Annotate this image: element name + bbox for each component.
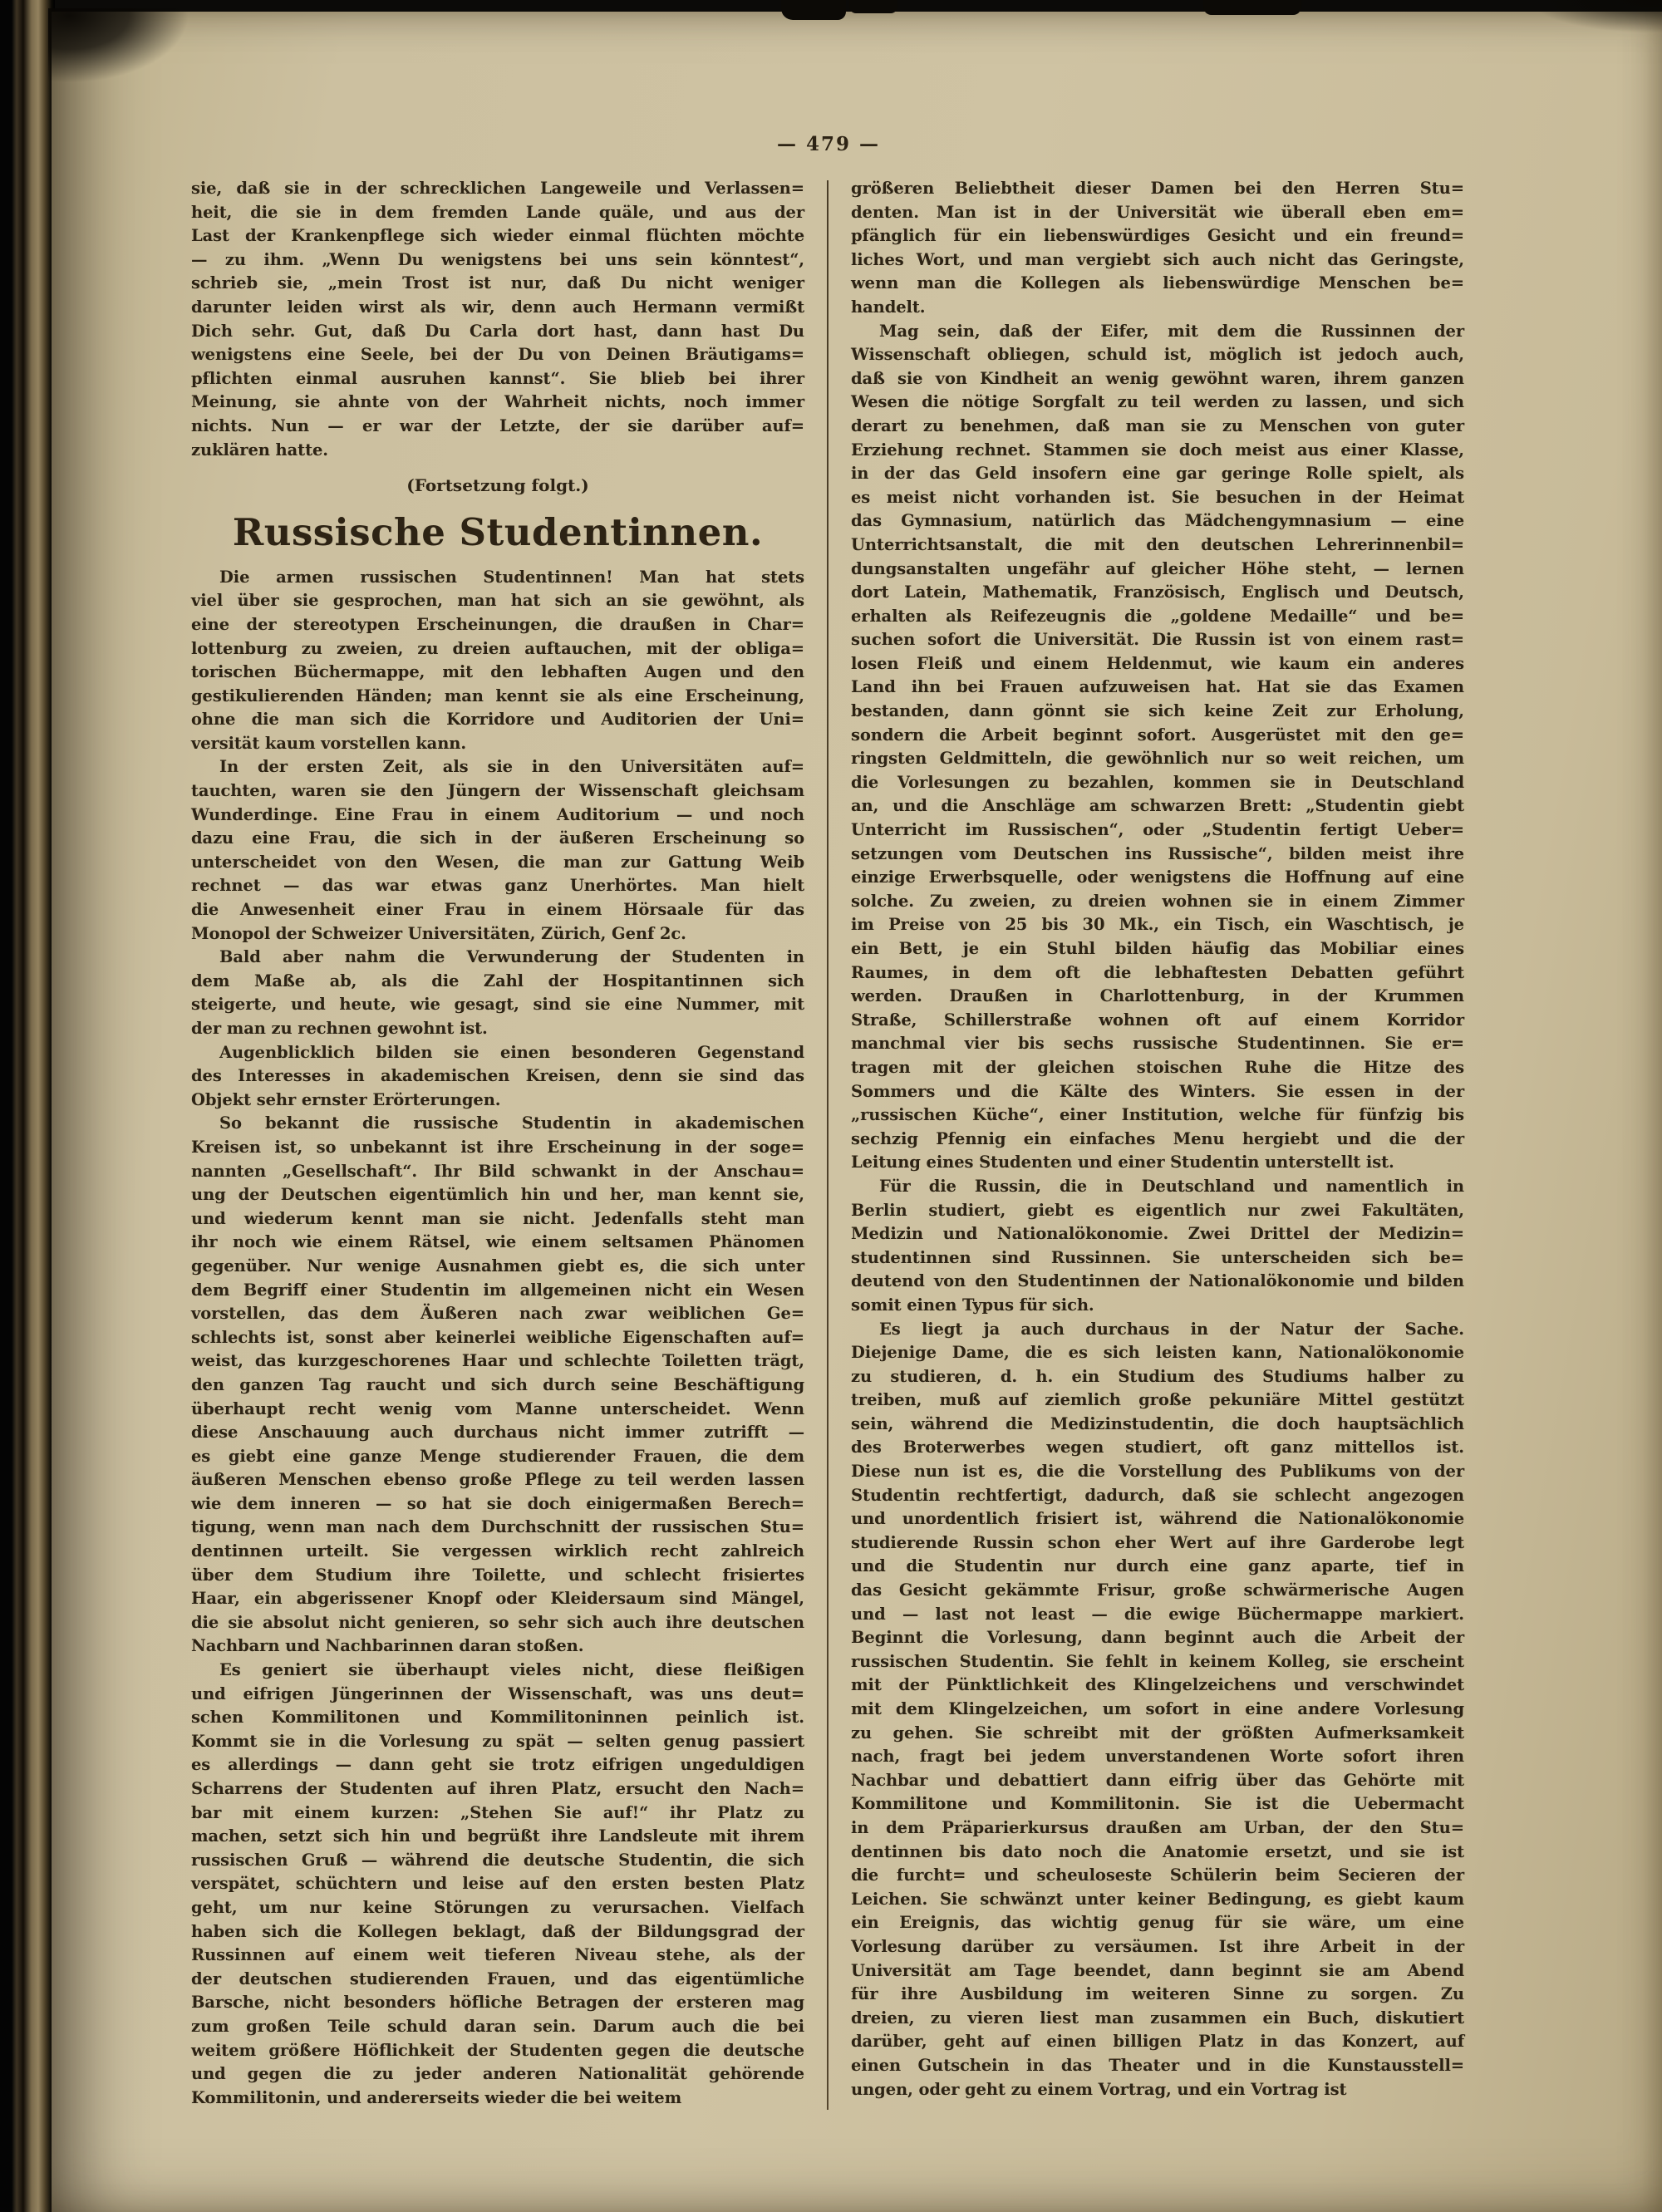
- text-line: So bekannt die russische Studentin in akademischen: [219, 1113, 804, 1133]
- text-line: weist, das kurzgeschorenes Haar und schlechte Toiletten trägt,: [191, 1351, 804, 1371]
- page-number: — 479 —: [776, 133, 881, 155]
- text-line: liches Wort, und man vergiebt sich auch nicht das Geringste,: [851, 249, 1464, 269]
- text-line: mit dem Klingelzeichen, um sofort in eine andere Vorlesung: [851, 1699, 1464, 1718]
- text-line: Haar, ein abgerissener Knopf oder Kleidersaum sind Mängel,: [191, 1589, 804, 1609]
- paragraph: [851, 320, 1464, 1175]
- paragraph: [191, 177, 804, 462]
- text-line: russischen Gruß — während die deutsche Studentin, die sich: [191, 1850, 804, 1870]
- text-line: es meist nicht vorhanden ist. Sie besuchen in der Heimat: [851, 487, 1464, 507]
- top-right-shadow: [1529, 0, 1662, 33]
- text-line: tragen mit der gleichen stoischen Ruhe die Hitze des: [851, 1057, 1464, 1077]
- page-content: [191, 12, 1466, 2110]
- text-line: studierende Russin schon eher Wert auf ihre Garderobe legt: [851, 1532, 1464, 1552]
- text-line: dentinnen bis dato noch die Anatomie ersetzt, und sie ist: [851, 1841, 1464, 1861]
- text-line: und unordentlich frisiert ist, während die Nationalökonomie: [851, 1509, 1464, 1529]
- text-line: Scharrens der Studenten auf ihren Platz, ersucht den Nach=: [191, 1779, 804, 1798]
- text-line: Berlin studiert, giebt es eigentlich nur zwei Fakultäten,: [851, 1200, 1464, 1220]
- text-line: steigerte, und heute, wie gesagt, sind sie eine Nummer, mit: [191, 995, 804, 1015]
- top-edge-mark-3: [1203, 0, 1301, 15]
- paragraph: [191, 1659, 804, 2110]
- text-line: Wesen die nötige Sorgfalt zu teil werden zu lassen, und sich: [851, 392, 1464, 412]
- text-line: torischen Büchermappe, mit den lebhaften Augen und den: [191, 662, 804, 682]
- text-line: somit einen Typus für sich.: [851, 1295, 1094, 1315]
- text-line: das Gymnasium, natürlich das Mädchengymnasium — eine: [851, 511, 1464, 531]
- text-line: wie dem inneren — so hat sie doch einigermaßen Berech=: [191, 1493, 804, 1513]
- text-line: vorstellen, das dem Äußeren nach zwar weiblichen Ge=: [191, 1304, 804, 1324]
- text-line: verspätet, schüchtern und leise auf den ersten besten Platz: [191, 1874, 804, 1894]
- text-line: „russischen Küche“, einer Institution, welche für fünfzig bis: [851, 1105, 1464, 1125]
- text-line: des Broterwerbes wegen studiert, oft ganz mittellos ist.: [851, 1438, 1464, 1457]
- paragraph: [851, 1318, 1464, 2102]
- text-line: Dich sehr. Gut, daß Du Carla dort hast, dann hast Du: [191, 321, 804, 341]
- text-line: eine der stereotypen Erscheinungen, die draußen in Char=: [191, 614, 804, 634]
- top-edge-mark-1: [781, 0, 846, 20]
- text-line: Bald aber nahm die Verwunderung der Studenten in: [219, 947, 804, 967]
- text-line: und eifrigen Jüngerinnen der Wissenschaft, was uns deut=: [191, 1684, 804, 1703]
- text-line: Objekt sehr ernster Erörterungen.: [191, 1089, 501, 1109]
- text-line: zuklären hatte.: [191, 440, 328, 460]
- text-line: überhaupt recht wenig vom Manne unterscheidet. Wenn: [191, 1398, 804, 1418]
- text-line: Wissenschaft obliegen, schuld ist, möglich ist jedoch auch,: [851, 345, 1464, 365]
- text-line: Russinnen auf einem weit tieferen Niveau stehe, als der: [191, 1945, 804, 1965]
- text-line: Für die Russin, die in Deutschland und namentlich in: [879, 1176, 1464, 1196]
- text-line: in dem Präparierkursus draußen am Urban, der den Stu=: [851, 1817, 1464, 1837]
- text-line: es giebt eine ganze Menge studierender Frauen, die dem: [191, 1446, 804, 1466]
- text-line: Leichen. Sie schwänzt unter keiner Bedingung, es giebt kaum: [851, 1889, 1464, 1909]
- text-line: Unterricht im Russischen“, oder „Studentin fertigt Ueber=: [851, 820, 1464, 840]
- article-headline: Russische Studentinnen.: [232, 509, 764, 554]
- text-line: und die Studentin nur durch eine ganz aparte, tief in: [851, 1556, 1464, 1576]
- text-line: Kreisen ist, so unbekannt ist ihre Erscheinung in der soge=: [191, 1137, 804, 1157]
- text-line: Erziehung rechnet. Stammen sie doch meist aus einer Klasse,: [851, 440, 1464, 460]
- paragraph: [851, 177, 1464, 320]
- text-line: Es geniert sie überhaupt vieles nicht, diese fleißigen: [219, 1660, 804, 1680]
- text-line: Monopol der Schweizer Universitäten, Zürich, Genf 2c.: [191, 923, 686, 943]
- text-line: bestanden, dann gönnt sie sich keine Zeit zur Erholung,: [851, 701, 1464, 721]
- text-line: sondern die Arbeit beginnt sofort. Ausgerüstet mit den ge=: [851, 725, 1464, 745]
- text-line: wenn man die Kollegen als liebenswürdige Menschen be=: [851, 273, 1464, 293]
- paragraph: [191, 755, 804, 946]
- text-line: dreien, zu vieren liest man zusammen ein Buch, diskutiert: [851, 2008, 1464, 2028]
- text-line: Studentin rechtfertigt, dadurch, daß sie schlecht angezogen: [851, 1485, 1464, 1505]
- text-line: Sommers und die Kälte des Winters. Sie essen in der: [851, 1081, 1464, 1101]
- text-line: für ihre Ausbildung im weiteren Sinne zu sorgen. Zu: [851, 1984, 1464, 2004]
- text-line: studentinnen sind Russinnen. Sie unterscheiden sich be=: [851, 1247, 1464, 1267]
- text-line: schlechts ist, sonst aber keinerlei weibliche Eigenschaften auf=: [191, 1327, 804, 1347]
- text-line: sie, daß sie in der schrecklichen Langeweile und Verlassen=: [191, 179, 804, 198]
- text-line: Kommilitonin, und andererseits wieder die bei weitem: [191, 2087, 682, 2107]
- text-line: viel über sie gesprochen, man hat sich an sie gewöhnt, als: [191, 591, 804, 611]
- text-line: daß sie von Kindheit an wenig gewöhnt waren, ihrem ganzen: [851, 368, 1464, 388]
- text-line: nannten „Gesellschaft“. Ihr Bild schwankt in der Anschau=: [191, 1161, 804, 1181]
- text-line: Universität am Tage beendet, dann beginnt sie am Abend: [851, 1960, 1464, 1980]
- text-line: ein Bett, je ein Stuhl bilden häufig das Mobiliar eines: [851, 939, 1464, 958]
- text-line: gegenüber. Nur wenige Ausnahmen giebt es, die sich unter: [191, 1256, 804, 1276]
- paragraph: [191, 946, 804, 1040]
- text-line: Mag sein, daß der Eifer, mit dem die Russinnen der: [879, 321, 1464, 341]
- text-line: Es liegt ja auch durchaus in der Natur der Sache.: [879, 1319, 1464, 1339]
- text-line: Medizin und Nationalökonomie. Zwei Drittel der Medizin=: [851, 1224, 1464, 1244]
- text-line: werden. Draußen in Charlottenburg, in der Krummen: [851, 986, 1464, 1006]
- text-line: und — last not least — die ewige Büchermappe markiert.: [851, 1604, 1464, 1624]
- text-line: Wunderdinge. Eine Frau in einem Auditorium — und noch: [191, 804, 804, 824]
- text-line: dentinnen urteilt. Sie vergessen wirklich recht zahlreich: [191, 1541, 804, 1561]
- text-line: die Anwesenheit einer Frau in einem Hörsaale für das: [191, 900, 804, 920]
- text-line: diese Anschauung auch durchaus nicht immer zutrifft —: [191, 1423, 804, 1443]
- text-line: nichts. Nun — er war der Letzte, der sie darüber auf=: [191, 415, 804, 435]
- text-line: — zu ihm. „Wenn Du wenigstens bei uns sein könntest“,: [191, 249, 804, 269]
- text-line: über dem Studium ihre Toilette, und schlecht frisiertes: [191, 1565, 804, 1585]
- text-line: deutend von den Studentinnen der Nationalökonomie und bilden: [851, 1271, 1464, 1291]
- text-line: Barsche, nicht besonders höfliche Betragen der ersteren mag: [191, 1993, 804, 2013]
- text-area: [191, 177, 1466, 2110]
- text-line: machen, setzt sich hin und begrüßt ihre Landsleute mit ihrem: [191, 1826, 804, 1846]
- text-line: Land ihn bei Frauen aufzuweisen hat. Hat sie das Examen: [851, 677, 1464, 697]
- text-line: ungen, oder geht zu einem Vortrag, und ein Vortrag ist: [851, 2079, 1347, 2099]
- text-line: mit der Pünktlichkeit des Klingelzeichens und verschwindet: [851, 1675, 1464, 1695]
- text-line: pfänglich für ein liebenswürdiges Gesicht und ein freund=: [851, 226, 1464, 246]
- text-line: treiben, muß auf ziemlich große pekuniäre Mittel gestützt: [851, 1390, 1464, 1410]
- top-left-shadow-stain: [48, 8, 189, 83]
- text-line: es allerdings — dann geht sie trotz eifrigen ungeduldigen: [191, 1755, 804, 1775]
- text-line: schrieb sie, „mein Trost ist nur, daß Du nicht weniger: [191, 273, 804, 293]
- text-line: zu studieren, d. h. ein Studium des Studiums halber zu: [851, 1366, 1464, 1386]
- paragraph: [191, 1041, 804, 1113]
- text-line: Beginnt die Vorlesung, dann beginnt auch die Arbeit der: [851, 1628, 1464, 1648]
- text-line: zum großen Teile schuld daran sein. Darum auch die bei: [191, 2016, 804, 2036]
- text-line: der deutschen studierenden Frauen, und das eigentümliche: [191, 1969, 804, 1988]
- text-line: das Gesicht gekämmte Frisur, große schwärmerische Augen: [851, 1580, 1464, 1600]
- text-line: darüber, geht auf einen billigen Platz in das Konzert, auf: [851, 2032, 1464, 2052]
- text-line: denten. Man ist in der Universität wie überall eben em=: [851, 202, 1464, 222]
- text-line: tigung, wenn man nach dem Durchschnitt der russischen Stu=: [191, 1517, 804, 1537]
- text-line: geht, um nur keine Störungen zu verursachen. Vielfach: [191, 1897, 804, 1917]
- text-line: unterscheidet von den Wesen, die man zur Gattung Weib: [191, 852, 804, 872]
- text-line: Nachbarn und Nachbarinnen daran stoßen.: [191, 1636, 584, 1656]
- text-line: den ganzen Tag raucht und sich durch seine Beschäftigung: [191, 1374, 804, 1394]
- text-line: dungsanstalten ungefähr auf gleicher Höhe steht, — lernen: [851, 558, 1464, 578]
- text-line: gestikulierenden Händen; man kennt sie als eine Erscheinung,: [191, 686, 804, 705]
- text-line: und wiederum kennt man sie nicht. Jedenfalls steht man: [191, 1208, 804, 1228]
- text-line: dazu eine Frau, die sich in der äußeren Erscheinung so: [191, 828, 804, 848]
- text-line: tauchten, waren sie den Jüngern der Wissenschaft gleichsam: [191, 781, 804, 801]
- text-line: die Vorlesungen zu bezahlen, kommen sie in Deutschland: [851, 772, 1464, 792]
- text-line: setzungen vom Deutschen ins Russische“, bilden meist ihre: [851, 843, 1464, 863]
- text-line: Meinung, sie ahnte von der Wahrheit nichts, noch immer: [191, 392, 804, 412]
- text-line: dem Begriff einer Studentin im allgemeinen nicht ein Wesen: [191, 1280, 804, 1300]
- text-line: rechnet — das war etwas ganz Unerhörtes. Man hielt: [191, 876, 804, 896]
- text-line: lottenburg zu zweien, zu dreien auftauchen, mit der obliga=: [191, 638, 804, 658]
- text-line: nach, fragt bei jedem unverstandenen Worte sofort ihren: [851, 1747, 1464, 1767]
- text-line: des Interesses in akademischen Kreisen, denn sie sind das: [191, 1066, 804, 1086]
- text-line: Leitung eines Studenten und einer Studentin unterstellt ist.: [851, 1153, 1394, 1172]
- text-line: derart zu benehmen, daß man sie zu Menschen von guter: [851, 415, 1464, 435]
- text-line: einen Gutschein in das Theater und in die Kunstausstell=: [851, 2055, 1464, 2075]
- text-line: Kommt sie in die Vorlesung zu spät — selten genug passiert: [191, 1731, 804, 1751]
- text-line: russischen Studentin. Sie fehlt in keinem Kolleg, sie erscheint: [851, 1651, 1464, 1671]
- text-line: In der ersten Zeit, als sie in den Universitäten auf=: [219, 757, 804, 777]
- text-line: einzige Erwerbsquelle, oder wenigstens die Hoffnung auf eine: [851, 868, 1464, 887]
- text-line: Augenblicklich bilden sie einen besonderen Gegenstand: [219, 1042, 804, 1062]
- text-line: Vorlesung darüber zu versäumen. Ist ihre Arbeit in der: [851, 1936, 1464, 1956]
- text-line: in der das Geld insofern eine gar geringe Rolle spielt, als: [851, 464, 1464, 484]
- continuation-note: (Fortsetzung folgt.): [406, 475, 589, 496]
- text-line: wenigstens eine Seele, bei der Du von Deinen Bräutigams=: [191, 345, 804, 365]
- text-line: Last der Krankenpflege sich wieder einmal flüchten möchte: [191, 226, 804, 246]
- text-line: größeren Beliebtheit dieser Damen bei den Herren Stu=: [851, 179, 1464, 198]
- text-line: heit, die sie in dem fremden Lande quäle, und aus der: [191, 202, 804, 222]
- text-line: haben sich die Kollegen beklagt, daß der Bildungsgrad der: [191, 1921, 804, 1941]
- text-line: darunter leiden wirst als wir, denn auch Hermann vermißt: [191, 297, 804, 317]
- text-line: versität kaum vorstellen kann.: [191, 733, 467, 753]
- text-line: losen Fleiß und einem Heldenmut, wie kaum ein anderes: [851, 653, 1464, 673]
- text-line: Diese nun ist es, die die Vorstellung des Publikums von der: [851, 1462, 1464, 1482]
- text-line: sechzig Pfennig ein einfaches Menu hergiebt und die der: [851, 1128, 1464, 1148]
- right-column: [851, 177, 1464, 2110]
- text-line: pflichten einmal ausruhen kannst“. Sie blieb bei ihrer: [191, 368, 804, 388]
- column-divider-rule: [827, 180, 829, 2110]
- book-binding-edge: [0, 0, 55, 2212]
- text-line: die sie absolut nicht genieren, so sehr sich auch ihre deutschen: [191, 1612, 804, 1632]
- paragraph: [191, 566, 804, 756]
- text-line: Kommilitone und Kommilitonin. Sie ist die Uebermacht: [851, 1794, 1464, 1814]
- text-line: Raumes, in dem oft die lebhaftesten Debatten geführt: [851, 962, 1464, 982]
- text-line: im Preise von 25 bis 30 Mk., ein Tisch, ein Waschtisch, je: [851, 915, 1464, 935]
- text-line: weitem größere Höflichkeit der Studenten gegen die deutsche: [191, 2040, 804, 2060]
- text-line: an, und die Anschläge am schwarzen Brett: „Studentin giebt: [851, 796, 1464, 816]
- text-line: ihr noch wie einem Rätsel, wie einem seltsamen Phänomen: [191, 1232, 804, 1252]
- left-column: [191, 177, 804, 2110]
- text-line: ein Ereignis, das wichtig genug für sie wäre, um eine: [851, 1913, 1464, 1933]
- text-line: ung der Deutschen eigentümlich hin und her, man kennt sie,: [191, 1185, 804, 1205]
- page-paper: [52, 12, 1662, 2212]
- text-line: sein, während die Medizinstudentin, die doch hauptsächlich: [851, 1413, 1464, 1433]
- text-line: der man zu rechnen gewohnt ist.: [191, 1019, 488, 1038]
- text-line: dem Maße ab, als die Zahl der Hospitantinnen sich: [191, 971, 804, 990]
- text-line: dort Latein, Mathematik, Französisch, Englisch und Deutsch,: [851, 582, 1464, 602]
- text-line: erhalten als Reifezeugnis die „goldene Medaille“ und be=: [851, 606, 1464, 626]
- text-line: die furcht= und scheuloseste Schülerin beim Secieren der: [851, 1865, 1464, 1885]
- text-line: handelt.: [851, 297, 926, 317]
- text-line: und gegen die zu jeder anderen Nationalität gehörende: [191, 2064, 804, 2084]
- text-line: Diejenige Dame, die es sich leisten kann, Nationalökonomie: [851, 1343, 1464, 1363]
- text-line: manchmal vier bis sechs russische Studentinnen. Sie er=: [851, 1034, 1464, 1054]
- text-line: ringsten Geldmitteln, die gewöhnlich nur so weit reichen, um: [851, 749, 1464, 769]
- paragraph: [191, 1112, 804, 1659]
- text-line: suchen sofort die Universität. Die Russin ist von einem rast=: [851, 630, 1464, 650]
- paragraph: [851, 1175, 1464, 1318]
- text-line: äußeren Menschen ebenso große Pflege zu teil werden lassen: [191, 1470, 804, 1490]
- text-line: Die armen russischen Studentinnen! Man hat stets: [219, 567, 804, 587]
- top-edge-mark-2: [849, 0, 897, 13]
- text-line: Straße, Schillerstraße wohnen oft auf einem Korridor: [851, 1010, 1464, 1030]
- text-line: solche. Zu zweien, zu dreien wohnen sie in einem Zimmer: [851, 891, 1464, 911]
- text-line: Unterrichtsanstalt, die mit den deutschen Lehrerinnenbil=: [851, 534, 1464, 554]
- text-line: Nachbar und debattiert dann eifrig über das Gehörte mit: [851, 1770, 1464, 1790]
- text-line: ohne die man sich die Korridore und Auditorien der Uni=: [191, 710, 804, 730]
- text-line: bar mit einem kurzen: „Stehen Sie auf!“ ihr Platz zu: [191, 1802, 804, 1822]
- text-line: zu gehen. Sie schreibt mit der größten Aufmerksamkeit: [851, 1723, 1464, 1743]
- text-line: schen Kommilitonen und Kommilitoninnen peinlich ist.: [191, 1708, 804, 1728]
